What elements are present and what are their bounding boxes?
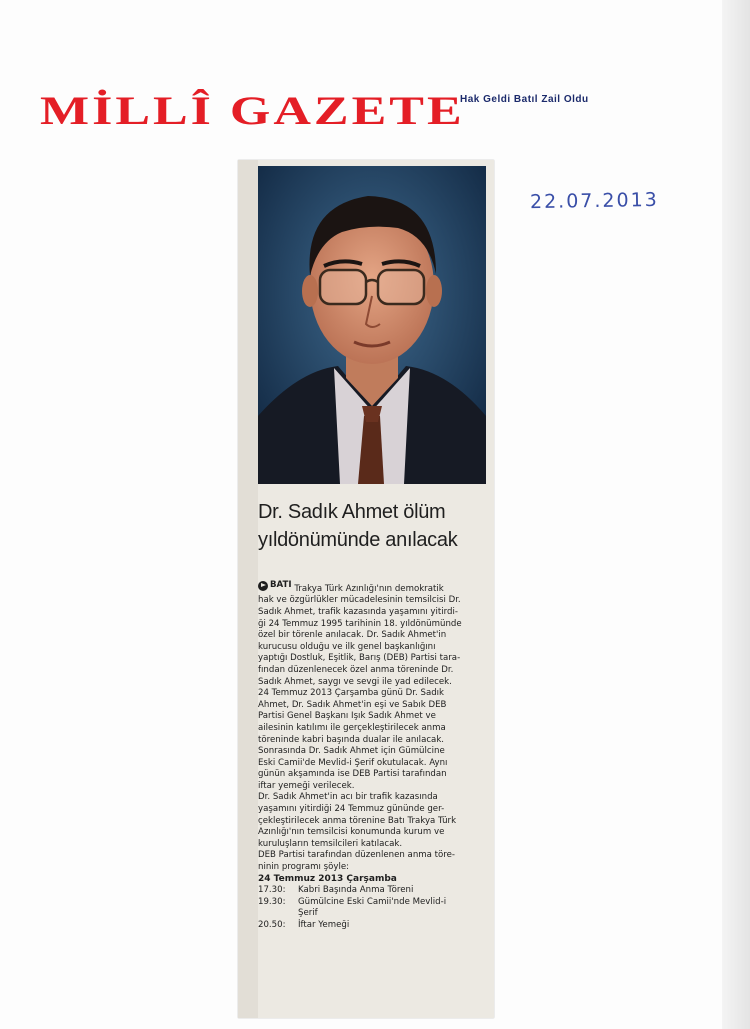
body-line: 24 Temmuz 2013 Çarşamba günü Dr. Sadık [258, 688, 445, 699]
schedule-date: 24 Temmuz 2013 Çarşamba [258, 873, 397, 884]
body-line: Sonrasında Dr. Sadık Ahmet için Gümülcine [258, 746, 445, 757]
lead-tag-text: BATI [270, 580, 292, 590]
schedule-event: Gümülcine Eski Camii'nde Mevlid-i [298, 896, 447, 907]
body-line: hak ve özgürlükler mücadelesinin temsilcisi Dr. [258, 595, 461, 606]
schedule-event: İftar Yemeği [298, 920, 350, 931]
schedule-time: 19.30: [258, 896, 286, 907]
schedule-time [258, 908, 298, 920]
headline-line-2: yıldönümünde anılacak [258, 529, 458, 551]
handwritten-date: 22.07.2013 [529, 188, 659, 214]
portrait-photo [258, 166, 486, 484]
body-line: töreninde kabri başında dualar ile anılacak. [258, 734, 445, 745]
body-line: Sadık Ahmet, trafik kazasında yaşamını yitirdi- [258, 606, 458, 617]
arrow-right-icon [258, 581, 268, 591]
body-line: Partisi Genel Başkanı Işık Sadık Ahmet ve [258, 711, 436, 722]
body-line: fından düzenlenecek özel anma töreninde Dr. [258, 664, 454, 675]
clipping-margin [238, 160, 258, 1018]
masthead-slogan: Hak Geldi Batıl Zail Oldu [460, 94, 589, 105]
lead-tag [258, 580, 292, 592]
body-line: kuruluşların temsilcileri katılacak. [258, 838, 403, 849]
body-line: Dr. Sadık Ahmet'in acı bir trafik kazasında [258, 792, 438, 803]
body-line: yaptığı Dostluk, Eşitlik, Barış (DEB) Partisi tara- [258, 653, 461, 664]
newspaper-clipping [238, 160, 494, 1018]
body-line: çekleştirilecek anma törenine Batı Trakya Türk [258, 815, 457, 826]
body-line: Sadık Ahmet, saygı ve sevgi ile yad edilecek. [258, 676, 452, 687]
schedule-event: Şerif [298, 908, 318, 919]
body-line [258, 580, 492, 595]
body-line: Eski Camii'de Mevlid-i Şerif okutulacak. Aynı [258, 757, 448, 768]
body-line: Azınlığı'nın temsilcisi konumunda kurum ve [258, 827, 445, 838]
article-headline [258, 498, 490, 554]
page-edge [722, 0, 750, 1029]
body-line: ailesinin katılımı ile gerçekleştirilecek anma [258, 722, 446, 733]
body-line: DEB Partisi tarafından düzenlenen anma töre- [258, 850, 455, 861]
portrait-image [258, 166, 486, 484]
headline-line-1: Dr. Sadık Ahmet ölüm [258, 501, 446, 523]
body-line: özel bir törenle anılacak. Dr. Sadık Ahmet'in [258, 630, 447, 641]
newspaper-masthead [40, 88, 680, 148]
body-line: iftar yemeği verilecek. [258, 780, 355, 791]
body-line: Ahmet, Dr. Sadık Ahmet'in eşi ve Sabık DEB [258, 699, 447, 710]
schedule-time: 20.50: [258, 920, 286, 931]
body-line: ği 24 Temmuz 1995 tarihinin 18. yıldönümünde [258, 618, 462, 629]
body-line: kurucusu olduğu ve ilk genel başkanlığını [258, 641, 436, 652]
schedule-time: 17.30: [258, 885, 286, 896]
body-line: ninin programı şöyle: [258, 862, 350, 873]
schedule-row [258, 908, 492, 920]
schedule-row [258, 885, 492, 897]
schedule-row [258, 920, 492, 932]
masthead-logo: MİLLÎ GAZETE [40, 88, 465, 134]
body-line: yaşamını yitirdiği 24 Temmuz gününde ger- [258, 804, 445, 815]
schedule-event: Kabri Başında Anma Töreni [298, 885, 414, 896]
body-line: günün akşamında ise DEB Partisi tarafından [258, 769, 447, 780]
body-line-text: Trakya Türk Azınlığı'nın demokratik [291, 583, 444, 594]
article-body [258, 580, 492, 932]
schedule-row [258, 897, 492, 909]
